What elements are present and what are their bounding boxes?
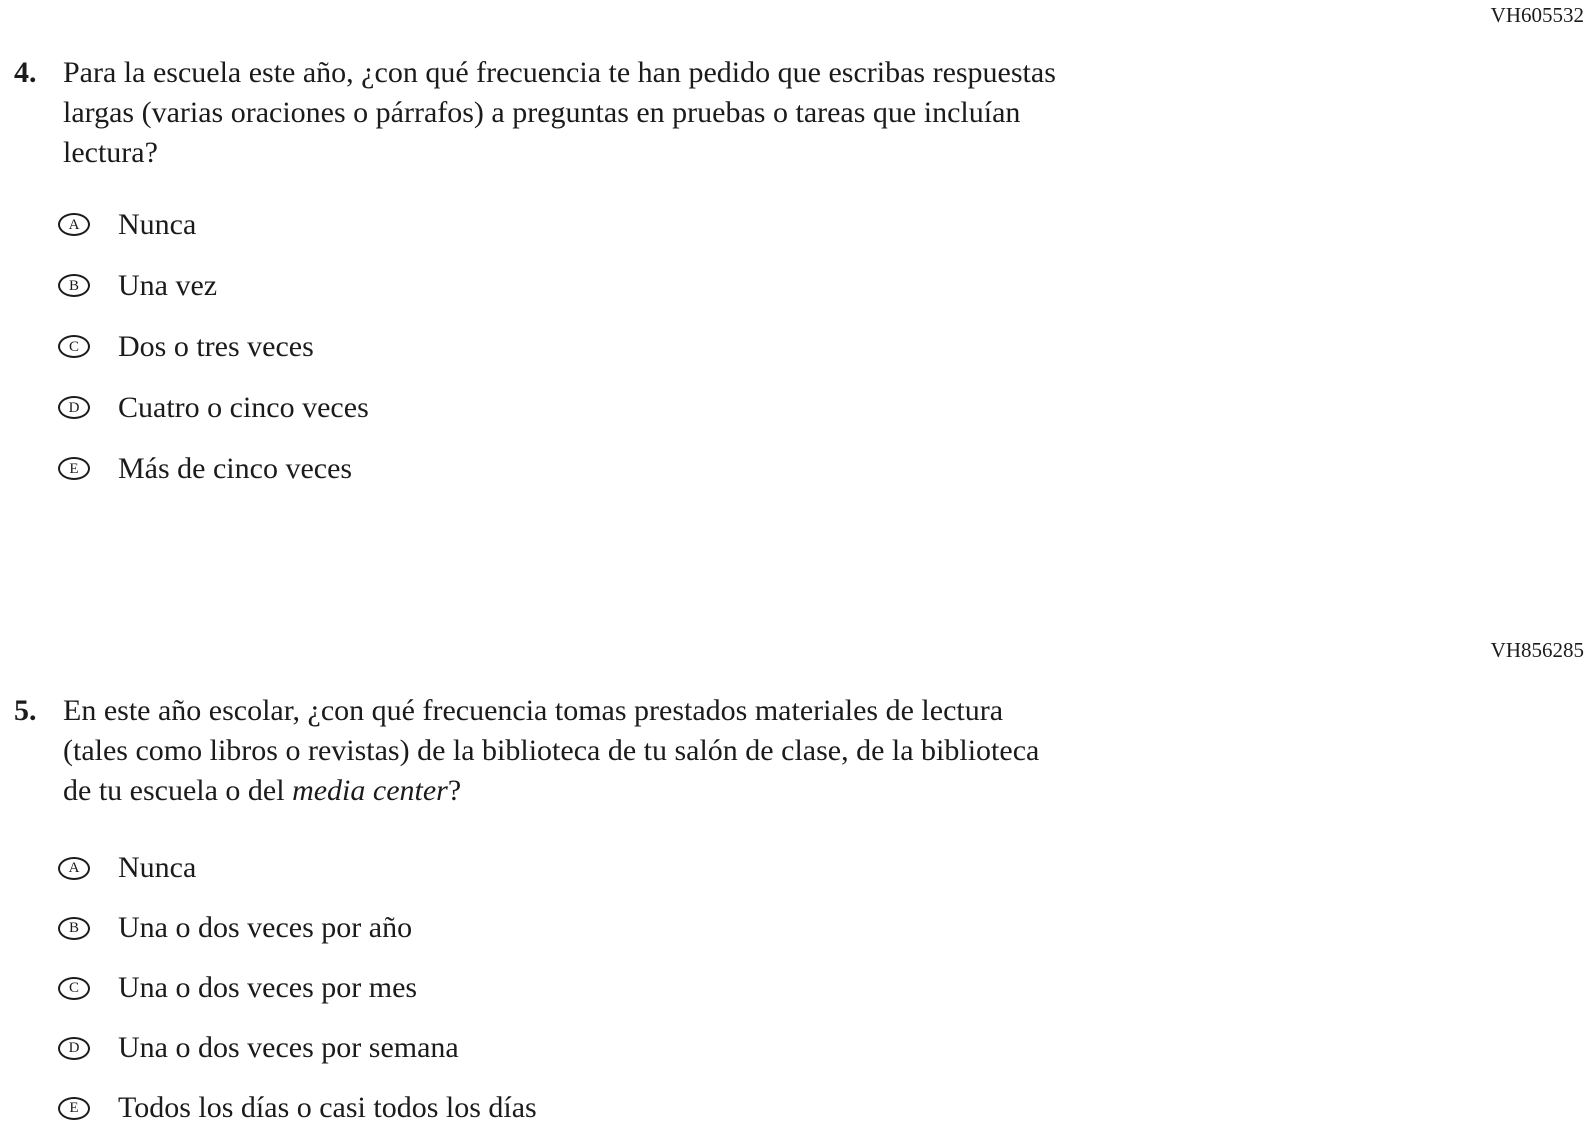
question4-text-line1: Para la escuela este año, ¿con qué frecuencia te han pedido que escribas respuestas [63,56,1056,89]
question4-option-c[interactable] [58,316,369,377]
question5-line3-prefix: de tu escuela o del [63,774,293,807]
question5-option-b-bubble[interactable] [58,917,90,940]
question5-option-a-bubble[interactable] [58,857,90,880]
question5-number: 5. [14,694,37,727]
question4-text-line3: lectura? [63,136,158,169]
question4-option-a[interactable] [58,194,369,255]
question5-option-d-bubble[interactable] [58,1037,90,1060]
question4-option-b[interactable] [58,255,369,316]
question4-option-d-bubble[interactable] [58,396,90,419]
question5-option-c[interactable] [58,958,537,1018]
question5-option-e-bubble[interactable] [58,1097,90,1120]
question4-option-e-letter: E [69,460,79,477]
question4-option-b-label: Una vez [118,268,218,302]
question5-option-a-label: Nunca [118,851,197,884]
question5-option-e-label: Todos los días o casi todos los días [118,1091,537,1124]
question5-option-c-bubble[interactable] [58,977,90,1000]
question4-option-e[interactable] [58,438,369,499]
question5-text [63,691,1039,811]
question5-option-c-label: Una o dos veces por mes [118,971,418,1004]
question4-option-c-label: Dos o tres veces [118,329,314,363]
question4-option-e-bubble[interactable] [58,457,90,480]
question5-item-code: VH856285 [1490,638,1584,662]
question4 [14,53,1056,173]
question5-option-e-letter: E [69,1100,79,1116]
question5-text-line2: (tales como libros o revistas) de la biblioteca de tu salón de clase, de la biblioteca [63,734,1040,767]
question4-option-a-bubble[interactable] [58,213,90,236]
question5-option-c-letter: C [68,980,79,996]
question4-option-d[interactable] [58,377,369,438]
question4-option-a-label: Nunca [118,207,197,241]
question4-option-a-letter: A [68,216,80,233]
question5-option-b[interactable] [58,898,537,958]
question4-text-line2: largas (varias oraciones o párrafos) a preguntas en pruebas o tareas que incluían [63,96,1021,129]
question4-option-c-bubble[interactable] [58,335,90,358]
question5-line3-suffix: ? [447,774,462,807]
question4-option-e-label: Más de cinco veces [118,451,353,485]
question5 [14,691,1039,811]
question5-option-b-label: Una o dos veces por año [118,911,413,944]
question4-option-d-label: Cuatro o cinco veces [118,390,369,424]
question4-text [63,53,1056,173]
question5-option-d[interactable] [58,1018,537,1078]
question5-line3-italic-term: media center [292,774,448,807]
question4-option-b-bubble[interactable] [58,274,90,297]
question5-option-e[interactable] [58,1078,537,1138]
question5-option-b-letter: B [68,920,79,936]
question4-option-d-letter: D [68,399,80,416]
question4-option-c-letter: C [68,338,79,355]
question5-options [58,838,537,1138]
question5-option-d-label: Una o dos veces por semana [118,1031,459,1064]
question4-number: 4. [14,56,37,89]
question5-text-line3 [63,771,1039,811]
question4-option-b-letter: B [68,277,79,294]
question5-option-a[interactable] [58,838,537,898]
question5-option-a-letter: A [68,860,80,876]
question4-options [58,194,369,499]
question5-option-d-letter: D [68,1040,80,1056]
question4-item-code: VH605532 [1490,3,1584,27]
question5-text-line1: En este año escolar, ¿con qué frecuencia tomas prestados materiales de lectura [63,694,1004,727]
